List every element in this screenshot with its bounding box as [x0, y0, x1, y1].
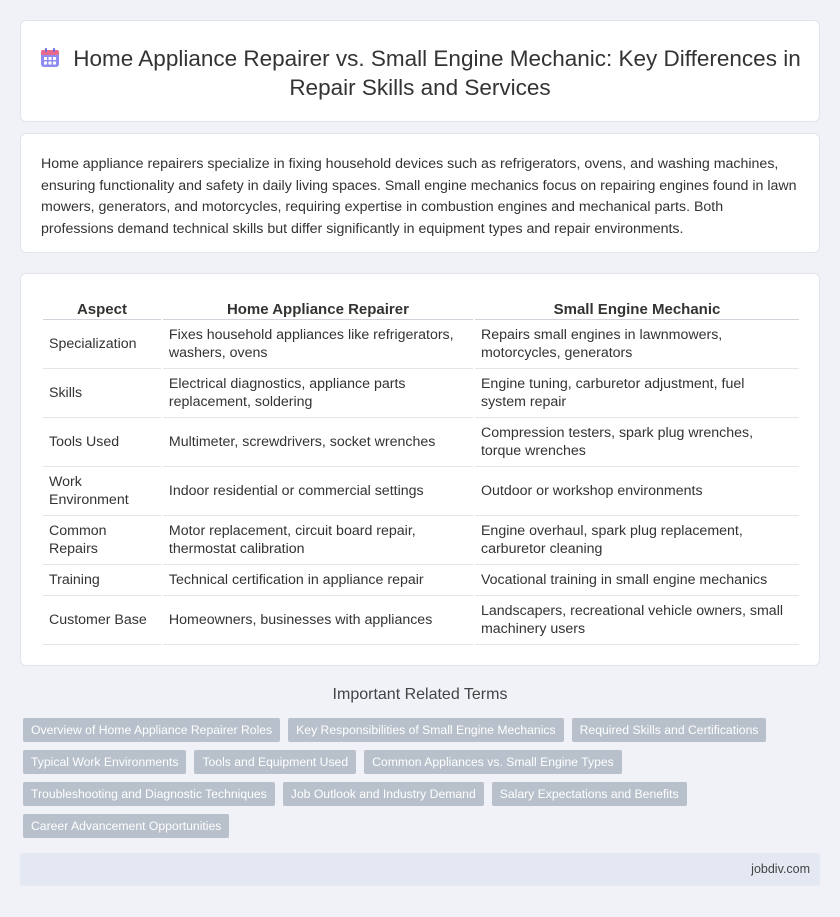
related-terms-title: Important Related Terms: [332, 686, 508, 703]
table-row: [43, 369, 799, 418]
table-cell: Engine overhaul, spark plug replacement, carburetor cleaning: [475, 516, 799, 565]
column-header: Aspect: [43, 295, 161, 320]
table-cell: Fixes household appliances like refrigerators, washers, ovens: [163, 320, 473, 369]
table-row: [43, 565, 799, 596]
related-term-tag[interactable]: Troubleshooting and Diagnostic Techniques: [23, 782, 275, 806]
table-cell: Tools Used: [43, 418, 161, 467]
comparison-table: [41, 295, 801, 645]
comparison-card: [20, 273, 820, 666]
table-cell: Repairs small engines in lawnmowers, motorcycles, generators: [475, 320, 799, 369]
footer: [20, 853, 820, 886]
table-cell: Homeowners, businesses with appliances: [163, 596, 473, 645]
table-header-row: [43, 295, 799, 320]
table-row: [43, 320, 799, 369]
related-term-tag[interactable]: Typical Work Environments: [23, 750, 186, 774]
table-row: [43, 418, 799, 467]
table-cell: Motor replacement, circuit board repair, thermostat calibration: [163, 516, 473, 565]
table-cell: Work Environment: [43, 467, 161, 516]
table-cell: Outdoor or workshop environments: [475, 467, 799, 516]
related-term-tag[interactable]: Career Advancement Opportunities: [23, 814, 229, 838]
table-row: [43, 467, 799, 516]
calendar-icon: [39, 47, 61, 69]
table-cell: Training: [43, 565, 161, 596]
related-term-tag[interactable]: Job Outlook and Industry Demand: [283, 782, 484, 806]
table-cell: Skills: [43, 369, 161, 418]
table-cell: Technical certification in appliance repair: [163, 565, 473, 596]
related-term-tag[interactable]: Tools and Equipment Used: [194, 750, 356, 774]
related-term-tag[interactable]: Required Skills and Certifications: [572, 718, 767, 742]
title-card: [20, 20, 820, 122]
page-title: Home Appliance Repairer vs. Small Engine Mechanic: Key Differences in Repair Skills and Services: [73, 46, 801, 100]
page-title-wrap: [21, 44, 819, 102]
related-term-tag[interactable]: Salary Expectations and Benefits: [492, 782, 687, 806]
related-terms-list: [23, 718, 803, 838]
intro-card: [20, 133, 820, 253]
intro-paragraph: Home appliance repairers specialize in fixing household devices such as refrigerators, ovens, and washing machines, ensuring functionality and safety in daily living spaces. Small engine mechanics focus on repairing engines found in lawn mowers, generators, and motorcycles, requiring expertise in combustion engines and mechanical parts. Both professions demand technical skills but differ significantly in equipment types and repair environments.: [41, 156, 797, 237]
table-cell: Engine tuning, carburetor adjustment, fuel system repair: [475, 369, 799, 418]
related-term-tag[interactable]: Overview of Home Appliance Repairer Roles: [23, 718, 280, 742]
table-cell: Compression testers, spark plug wrenches, torque wrenches: [475, 418, 799, 467]
table-cell: Indoor residential or commercial settings: [163, 467, 473, 516]
table-row: [43, 596, 799, 645]
table-cell: Customer Base: [43, 596, 161, 645]
related-term-tag[interactable]: Common Appliances vs. Small Engine Types: [364, 750, 622, 774]
column-header: Small Engine Mechanic: [475, 295, 799, 320]
table-row: [43, 516, 799, 565]
table-cell: Vocational training in small engine mechanics: [475, 565, 799, 596]
table-cell: Electrical diagnostics, appliance parts replacement, soldering: [163, 369, 473, 418]
table-cell: Common Repairs: [43, 516, 161, 565]
table-cell: Multimeter, screwdrivers, socket wrenches: [163, 418, 473, 467]
table-cell: Specialization: [43, 320, 161, 369]
related-term-tag[interactable]: Key Responsibilities of Small Engine Mechanics: [288, 718, 563, 742]
table-cell: Landscapers, recreational vehicle owners, small machinery users: [475, 596, 799, 645]
column-header: Home Appliance Repairer: [163, 295, 473, 320]
footer-site-link[interactable]: jobdiv.com: [751, 862, 810, 876]
